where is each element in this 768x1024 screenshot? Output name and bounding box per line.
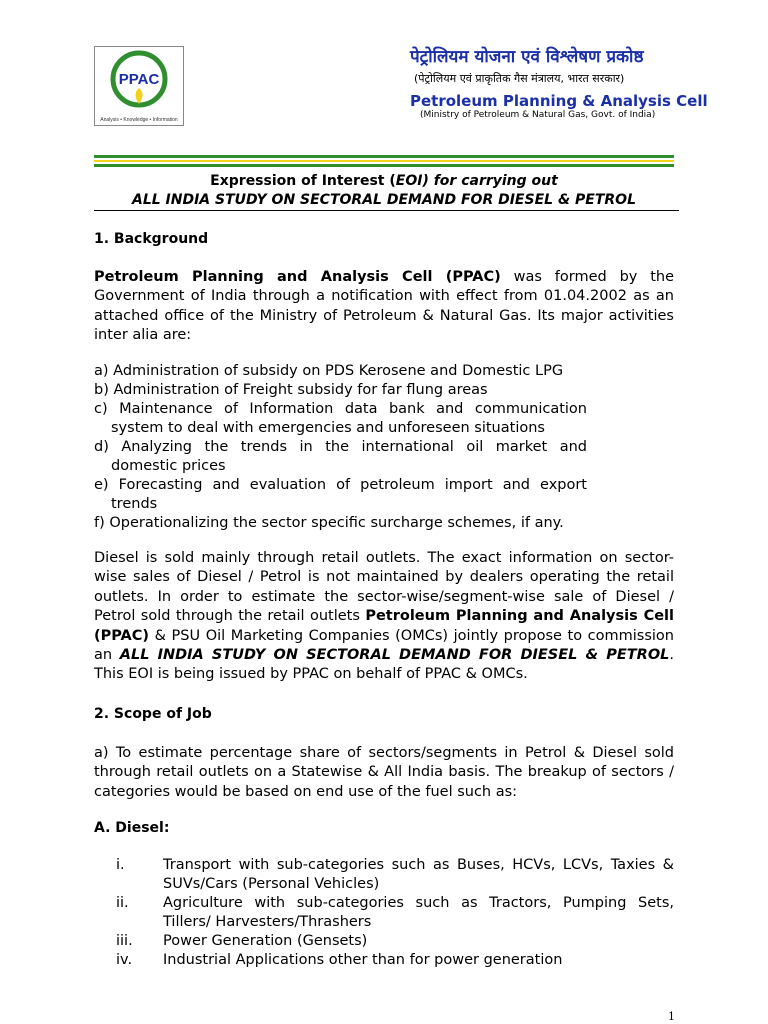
activity-e: e) Forecasting and evaluation of petroleum import and export — [94, 477, 587, 493]
diesel-item-text: Industrial Applications other than for power generation — [163, 952, 563, 968]
section1-heading: 1. Background — [94, 231, 209, 247]
diesel-bold-study: ALL INDIA STUDY ON SECTORAL DEMAND FOR DIESEL & PETROL — [119, 647, 670, 664]
activity-a: a) Administration of subsidy on PDS Kerosene and Domestic LPG — [94, 363, 564, 379]
diesel-item-text: Transport with sub-categories such as Buses, HCVs, LCVs, Taxies & SUVs/Cars (Personal Vehicles) — [163, 857, 674, 893]
diesel-text-1: Diesel is sold mainly through retail outlets. The exact information on sector-wise sales of Diesel / Petrol is not maintained by dealers operating the retail outlets. In order to estimate the sector-wise/segment-wise sale of Diesel / Petrol sold through the retail outlets — [94, 550, 674, 625]
hindi-subtitle: (पेट्रोलियम एवं प्राकृतिक गैस मंत्रालय, भारत सरकार) — [414, 72, 625, 85]
document-title-line1 — [94, 172, 674, 191]
diesel-item-number: ii. — [116, 895, 129, 911]
diesel-item-number: iii. — [116, 933, 133, 949]
ppac-bold: Petroleum Planning and Analysis Cell (PPAC) — [94, 269, 501, 285]
header-rule-yellow — [94, 160, 674, 162]
section2-heading: 2. Scope of Job — [94, 706, 212, 722]
document-title-line2: ALL INDIA STUDY ON SECTORAL DEMAND FOR DIESEL & PETROL — [131, 192, 636, 208]
title-prefix: Expression of Interest ( — [210, 173, 396, 189]
english-title: Petroleum Planning & Analysis Cell — [410, 92, 708, 110]
diesel-text-2: & PSU Oil Marketing Companies (OMCs) jointly propose to commission an — [94, 627, 674, 664]
diesel-item-number: i. — [116, 857, 125, 873]
diesel-text-3: . This EOI is being issued by PPAC on behalf of PPAC & OMCs. — [94, 647, 675, 683]
activity-b: b) Administration of Freight subsidy for far flung areas — [94, 382, 488, 398]
logo-tagline: Analysis • Knowledge • Information — [100, 117, 178, 123]
ppac-logo — [94, 46, 184, 126]
activity-f: f) Operationalizing the sector specific surcharge schemes, if any. — [94, 515, 564, 531]
logo-text: PPAC — [118, 71, 160, 88]
background-paragraph — [94, 268, 674, 346]
title-eoi: EOI) for carrying out — [395, 173, 558, 189]
header-rule-green-top — [94, 155, 674, 158]
page-number: 1 — [668, 1010, 675, 1023]
title-underline — [94, 210, 679, 211]
diesel-subheading: A. Diesel: — [94, 820, 170, 836]
activity-d-cont: domestic prices — [111, 458, 226, 474]
background-text: was formed by the Government of India through a notification with effect from 01.04.2002 as an attached office of the Ministry of Petroleum & Natural Gas. Its major activities inter alia are: — [94, 269, 675, 344]
diesel-paragraph — [94, 549, 674, 685]
diesel-item-text: Agriculture with sub-categories such as Tractors, Pumping Sets, Tillers/ Harvesters/Thrashers — [163, 895, 674, 931]
english-subtitle: (Ministry of Petroleum & Natural Gas, Govt. of India) — [420, 110, 656, 120]
activity-e-cont: trends — [111, 496, 158, 512]
diesel-bold-ppac: Petroleum Planning and Analysis Cell (PPAC) — [94, 608, 674, 644]
diesel-item-text: Power Generation (Gensets) — [163, 933, 368, 949]
scope-paragraph: a) To estimate percentage share of sectors/segments in Petrol & Diesel sold through retail outlets on a Statewise & All India basis. The breakup of sectors / categories would be based on end use of the fuel such as: — [94, 745, 674, 800]
hindi-title: पेट्रोलियम योजना एवं विश्लेषण प्रकोष्ठ — [410, 47, 644, 67]
header-rule-green-bottom — [94, 164, 674, 167]
activity-c: c) Maintenance of Information data bank and communication — [94, 401, 587, 417]
diesel-item-number: iv. — [116, 952, 133, 968]
activity-d: d) Analyzing the trends in the international oil market and — [94, 439, 587, 455]
activity-c-cont: system to deal with emergencies and unforeseen situations — [111, 420, 545, 436]
